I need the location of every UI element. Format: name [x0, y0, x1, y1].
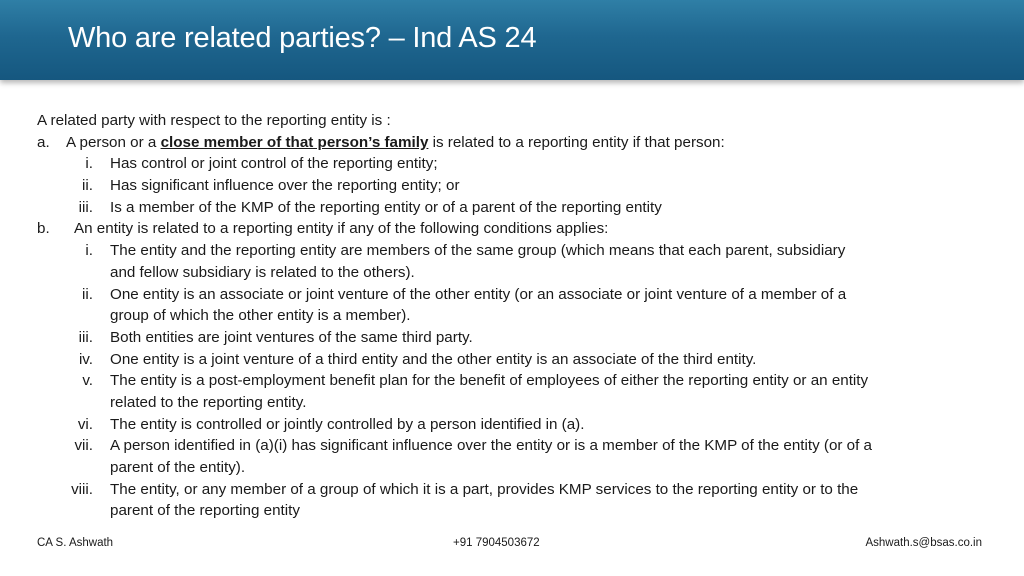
sub-item-marker: iv. — [78, 350, 93, 368]
sub-item-line — [37, 392, 997, 414]
item-b-marker: b. — [37, 220, 50, 238]
item-a-marker: a. — [37, 133, 50, 151]
sub-item-marker: v. — [82, 372, 93, 390]
sub-item-text: parent of the reporting entity — [110, 502, 300, 520]
item-b-text: An entity is related to a reporting entity if any of the following conditions applies: — [74, 220, 609, 238]
sub-item-line — [37, 435, 997, 457]
sub-item-line — [37, 305, 997, 327]
sub-item-line — [37, 349, 997, 371]
sub-item-text: related to the reporting entity. — [110, 393, 307, 411]
sub-item-line — [37, 262, 997, 284]
sub-item-text: Both entities are joint ventures of the same third party. — [110, 328, 473, 346]
sub-item-text: The entity is controlled or jointly controlled by a person identified in (a). — [110, 415, 585, 433]
sub-item-marker: i. — [85, 155, 93, 173]
sub-item-line — [37, 457, 997, 479]
sub-item-marker: ii. — [82, 285, 93, 303]
title-bar — [0, 0, 1024, 80]
sub-item-text: Has significant influence over the reporting entity; or — [110, 177, 460, 195]
sub-item-marker: iii. — [78, 198, 93, 216]
sub-item-marker: vi. — [77, 415, 93, 433]
footer-phone: +91 7904503672 — [453, 537, 540, 549]
sub-item-line — [37, 197, 997, 219]
sub-item-line — [37, 284, 997, 306]
sub-item-text: The entity and the reporting entity are members of the same group (which means that each parent, subsidiary — [110, 242, 846, 260]
sub-item-text: One entity is a joint venture of a third entity and the other entity is an associate of the third entity. — [110, 350, 757, 368]
footer-author: CA S. Ashwath — [37, 537, 114, 549]
sub-item-text: Is a member of the KMP of the reporting entity or of a parent of the reporting entity — [110, 198, 662, 216]
sub-item-line — [37, 327, 997, 349]
sub-item-marker: ii. — [82, 177, 93, 195]
footer-email: Ashwath.s@bsas.co.in — [865, 537, 982, 549]
item-a-post: is related to a reporting entity if that person: — [428, 133, 725, 151]
sub-item-marker: iii. — [78, 328, 93, 346]
sub-item-text: parent of the entity). — [110, 459, 246, 476]
item-a-line — [37, 132, 997, 154]
item-b-sublist — [37, 240, 997, 522]
sub-item-line — [37, 370, 997, 392]
sub-item-text: Has control or joint control of the reporting entity; — [110, 155, 438, 173]
sub-item-text: The entity is a post-employment benefit plan for the benefit of employees of either the reporting entity or an entity — [110, 372, 869, 390]
sub-item-text: and fellow subsidiary is related to the others). — [110, 263, 415, 281]
sub-item-text: group of which the other entity is a member). — [110, 307, 411, 325]
slide-title: Who are related parties? – Ind AS 24 — [68, 22, 537, 54]
sub-item-line — [37, 500, 997, 522]
sub-item-line — [37, 175, 997, 197]
sub-item-line — [37, 479, 997, 501]
slide-body — [37, 110, 997, 522]
sub-item-marker: viii. — [71, 480, 93, 498]
intro-line — [37, 110, 997, 132]
item-a-pre: A person or a — [66, 133, 161, 151]
sub-item-line — [37, 414, 997, 436]
intro-text: A related party with respect to the reporting entity is : — [37, 112, 391, 129]
item-a-text — [66, 132, 725, 154]
item-b-line — [37, 218, 997, 240]
sub-item-line — [37, 153, 997, 175]
sub-item-text: One entity is an associate or joint venture of the other entity (or an associate or joint venture of a member of a — [110, 285, 847, 303]
sub-item-text: A person identified in (a)(i) has significant influence over the entity or is a member of the KMP of the entity (or of a — [110, 437, 873, 455]
sub-item-marker: vii. — [74, 437, 93, 455]
sub-item-marker: i. — [85, 242, 93, 260]
close-family-term: close member of that person’s family — [160, 133, 429, 151]
item-a-sublist — [37, 153, 997, 218]
sub-item-text: The entity, or any member of a group of which it is a part, provides KMP services to the reporting entity or to the — [110, 480, 859, 498]
sub-item-line — [37, 240, 997, 262]
